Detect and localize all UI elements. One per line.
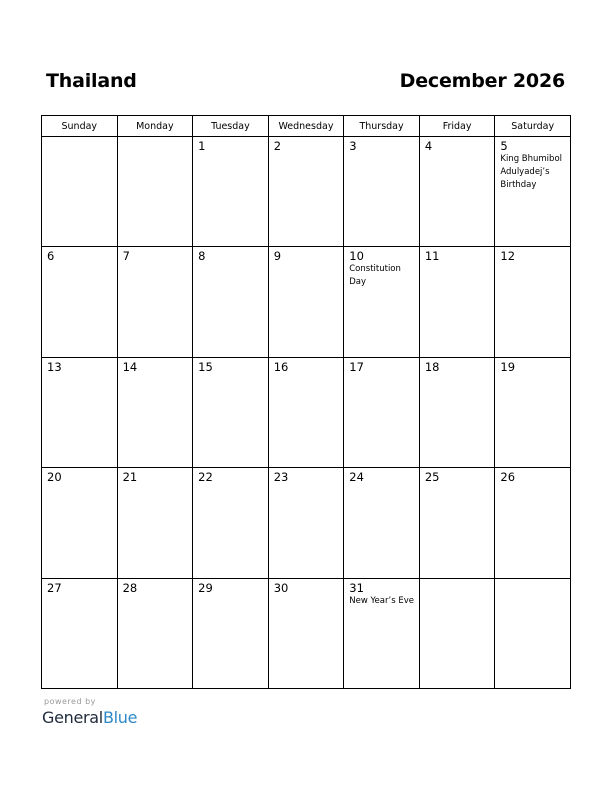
day-number: 28: [122, 580, 138, 595]
day-cell: [268, 357, 344, 467]
day-cell: [419, 247, 495, 357]
day-cell: [117, 357, 193, 467]
day-number: 8: [198, 249, 206, 264]
day-number: 9: [273, 249, 282, 264]
month-year-title: December 2026: [399, 70, 565, 92]
week-row: [42, 468, 571, 578]
calendar-grid: [41, 115, 571, 689]
day-number: 25: [424, 470, 440, 485]
day-number: 26: [500, 470, 516, 485]
day-number: 29: [198, 580, 213, 595]
day-number: 5: [500, 139, 508, 153]
day-cell: [193, 578, 269, 688]
day-number: 20: [47, 470, 62, 485]
day-cell: [193, 247, 269, 357]
day-number: 10: [349, 249, 364, 264]
weekday-header-row: [42, 116, 571, 137]
day-number: [495, 579, 570, 582]
holiday-label: Constitution Day: [349, 264, 401, 288]
day-cell: [495, 468, 571, 578]
day-cell: [42, 137, 118, 247]
generalblue-logo[interactable]: [42, 708, 137, 727]
day-number: [420, 579, 495, 582]
day-number: 24: [349, 470, 364, 485]
day-cell: [268, 468, 344, 578]
week-row: [42, 137, 571, 247]
day-number: 27: [47, 580, 62, 595]
brand-general-text: General: [42, 708, 103, 727]
day-number: 21: [122, 470, 138, 485]
day-number: 15: [198, 359, 213, 374]
powered-by-label: powered by: [44, 697, 96, 706]
day-cell: [117, 247, 193, 357]
holiday-label: King Bhumibol Adulyadej’s Birthday: [500, 154, 562, 190]
day-cell: [419, 137, 495, 247]
holiday-label: New Year’s Eve: [349, 595, 414, 606]
weekday-sunday: Sunday: [42, 116, 118, 137]
day-cell: [495, 247, 571, 357]
week-row: [42, 357, 571, 467]
day-number: 16: [273, 359, 289, 374]
day-cell: [268, 247, 344, 357]
day-cell: [495, 357, 571, 467]
weekday-wednesday: Wednesday: [268, 116, 344, 137]
day-number: 18: [424, 359, 440, 374]
day-number: 4: [424, 139, 433, 153]
day-cell: [117, 468, 193, 578]
week-row: [42, 247, 571, 357]
weekday-saturday: Saturday: [495, 116, 571, 137]
day-cell: [419, 357, 495, 467]
day-cell: [495, 578, 571, 688]
week-row: [42, 578, 571, 688]
country-title: Thailand: [46, 70, 137, 92]
day-cell: [419, 468, 495, 578]
day-cell: [344, 468, 420, 578]
day-number: 6: [47, 249, 55, 264]
day-cell: [344, 578, 420, 688]
day-number: 23: [273, 470, 289, 485]
day-cell: [117, 137, 193, 247]
day-cell: [193, 137, 269, 247]
day-number: 13: [47, 359, 62, 374]
day-number: [42, 137, 117, 140]
day-cell: [495, 137, 571, 247]
day-cell: [42, 468, 118, 578]
day-number: 2: [273, 139, 282, 153]
day-number: 31: [349, 580, 364, 595]
day-number: 19: [500, 359, 516, 374]
day-number: 12: [500, 249, 516, 264]
day-number: 14: [122, 359, 138, 374]
day-number: 30: [273, 580, 289, 595]
day-cell: [117, 578, 193, 688]
day-cell: [344, 247, 420, 357]
weekday-friday: Friday: [419, 116, 495, 137]
day-number: 3: [349, 139, 357, 153]
day-cell: [344, 137, 420, 247]
weekday-thursday: Thursday: [344, 116, 420, 137]
day-number: 7: [122, 249, 130, 264]
day-number: [118, 137, 193, 140]
day-number: 17: [349, 359, 364, 374]
weekday-tuesday: Tuesday: [193, 116, 269, 137]
day-cell: [344, 357, 420, 467]
day-cell: [42, 247, 118, 357]
brand-blue-text: Blue: [102, 708, 138, 727]
day-cell: [193, 468, 269, 578]
day-cell: [268, 137, 344, 247]
day-cell: [42, 578, 118, 688]
day-cell: [42, 357, 118, 467]
weekday-monday: Monday: [117, 116, 193, 137]
day-cell: [268, 578, 344, 688]
day-cell: [193, 357, 269, 467]
day-cell: [419, 578, 495, 688]
day-number: 1: [198, 139, 206, 153]
day-number: 22: [198, 470, 213, 485]
day-number: 11: [424, 249, 440, 264]
